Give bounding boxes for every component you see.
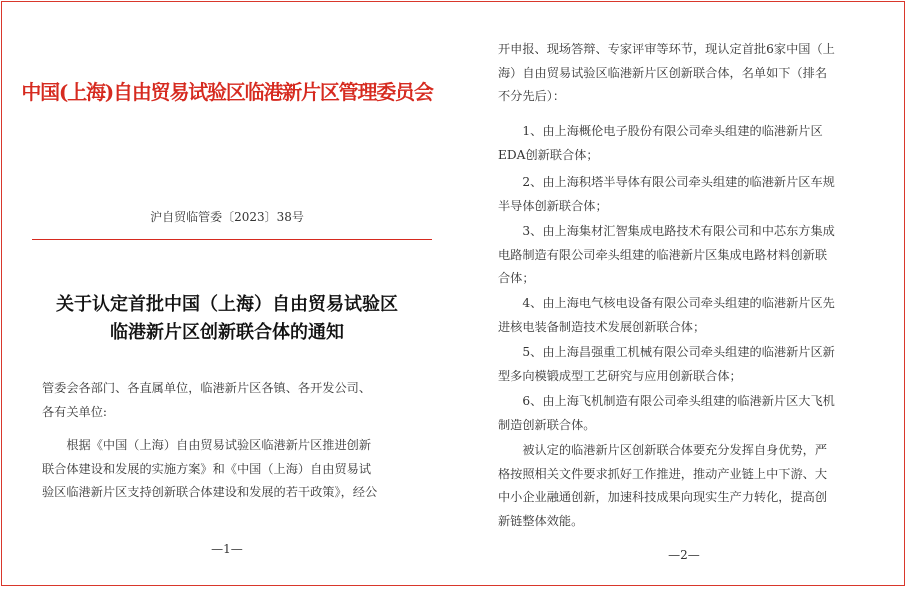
text-line: 4、由上海电气核电设备有限公司牵头组建的临港新片区先	[498, 296, 835, 310]
closing-paragraph	[498, 439, 890, 533]
text-line: 6、由上海飞机制造有限公司牵头组建的临港新片区大飞机	[498, 394, 835, 408]
page-2	[462, 2, 906, 585]
text-line: 半导体创新联合体；	[498, 198, 608, 213]
list-item	[498, 120, 890, 167]
continuation-paragraph	[498, 38, 890, 109]
text-line: 制造创新联合体。	[498, 417, 596, 432]
text-line: 联合体建设和发展的实施方案》和《中国（上海）自由贸易试	[42, 461, 372, 476]
list-item	[498, 292, 890, 339]
org-header: 中国(上海)自由贸易试验区临港新片区管理委员会	[21, 80, 433, 104]
intro-paragraph	[42, 434, 426, 505]
list-item	[498, 390, 890, 437]
list-item	[498, 220, 890, 291]
text-line: 海）自由贸易试验区临港新片区创新联合体，名单如下（排名	[498, 65, 828, 80]
text-line: 3、由上海集材汇智集成电路技术有限公司和中芯东方集成	[498, 224, 835, 238]
text-line: 开申报、现场答辩、专家评审等环节，现认定首批6家中国（上	[498, 42, 835, 56]
text-line: 不分先后）：	[498, 89, 566, 103]
doc-number: 沪自贸临管委〔2023〕38号	[150, 210, 304, 224]
list-item	[498, 341, 890, 388]
text-line: 进核电装备制造技术发展创新联合体；	[498, 319, 706, 334]
text-line: 型多向模锻成型工艺研究与应用创新联合体；	[498, 368, 742, 383]
text-line: 验区临港新片区支持创新联合体建设和发展的若干政策》，经公	[42, 485, 378, 499]
doc-title-line: 关于认定首批中国（上海）自由贸易试验区	[56, 294, 398, 315]
text-line: 管委会各部门、各直属单位，临港新片区各镇、各开发公司、	[42, 381, 372, 395]
text-line: 中小企业融通创新，加速科技成果向现实生产力转化，提高创	[498, 490, 828, 504]
salutation	[42, 377, 422, 424]
text-line: 电路制造有限公司牵头组建的临港新片区集成电路材料创新联	[498, 247, 828, 262]
text-line: 根据《中国（上海）自由贸易试验区临港新片区推进创新	[42, 438, 372, 452]
red-divider	[32, 239, 432, 240]
page-1	[2, 2, 452, 585]
text-line: 2、由上海积塔半导体有限公司牵头组建的临港新片区车规	[498, 175, 835, 189]
doc-title-line: 临港新片区创新联合体的通知	[110, 322, 344, 343]
text-line: 各有关单位:	[42, 404, 108, 419]
text-line: 1、由上海概伦电子股份有限公司牵头组建的临港新片区	[498, 124, 823, 138]
page-number: —2—	[668, 548, 700, 562]
text-line: EDA创新联合体；	[498, 147, 599, 162]
text-line: 被认定的临港新片区创新联合体要充分发挥自身优势，严	[498, 443, 828, 457]
list-item	[498, 171, 890, 218]
document-frame	[1, 1, 905, 586]
text-line: 5、由上海昌强重工机械有限公司牵头组建的临港新片区新	[498, 345, 835, 359]
doc-title	[22, 291, 432, 347]
text-line: 格按照相关文件要求抓好工作推进，推动产业链上中下游、大	[498, 466, 828, 481]
text-line: 合体；	[498, 271, 535, 285]
page-number: —1—	[211, 542, 243, 556]
text-line: 新链整体效能。	[498, 513, 584, 528]
